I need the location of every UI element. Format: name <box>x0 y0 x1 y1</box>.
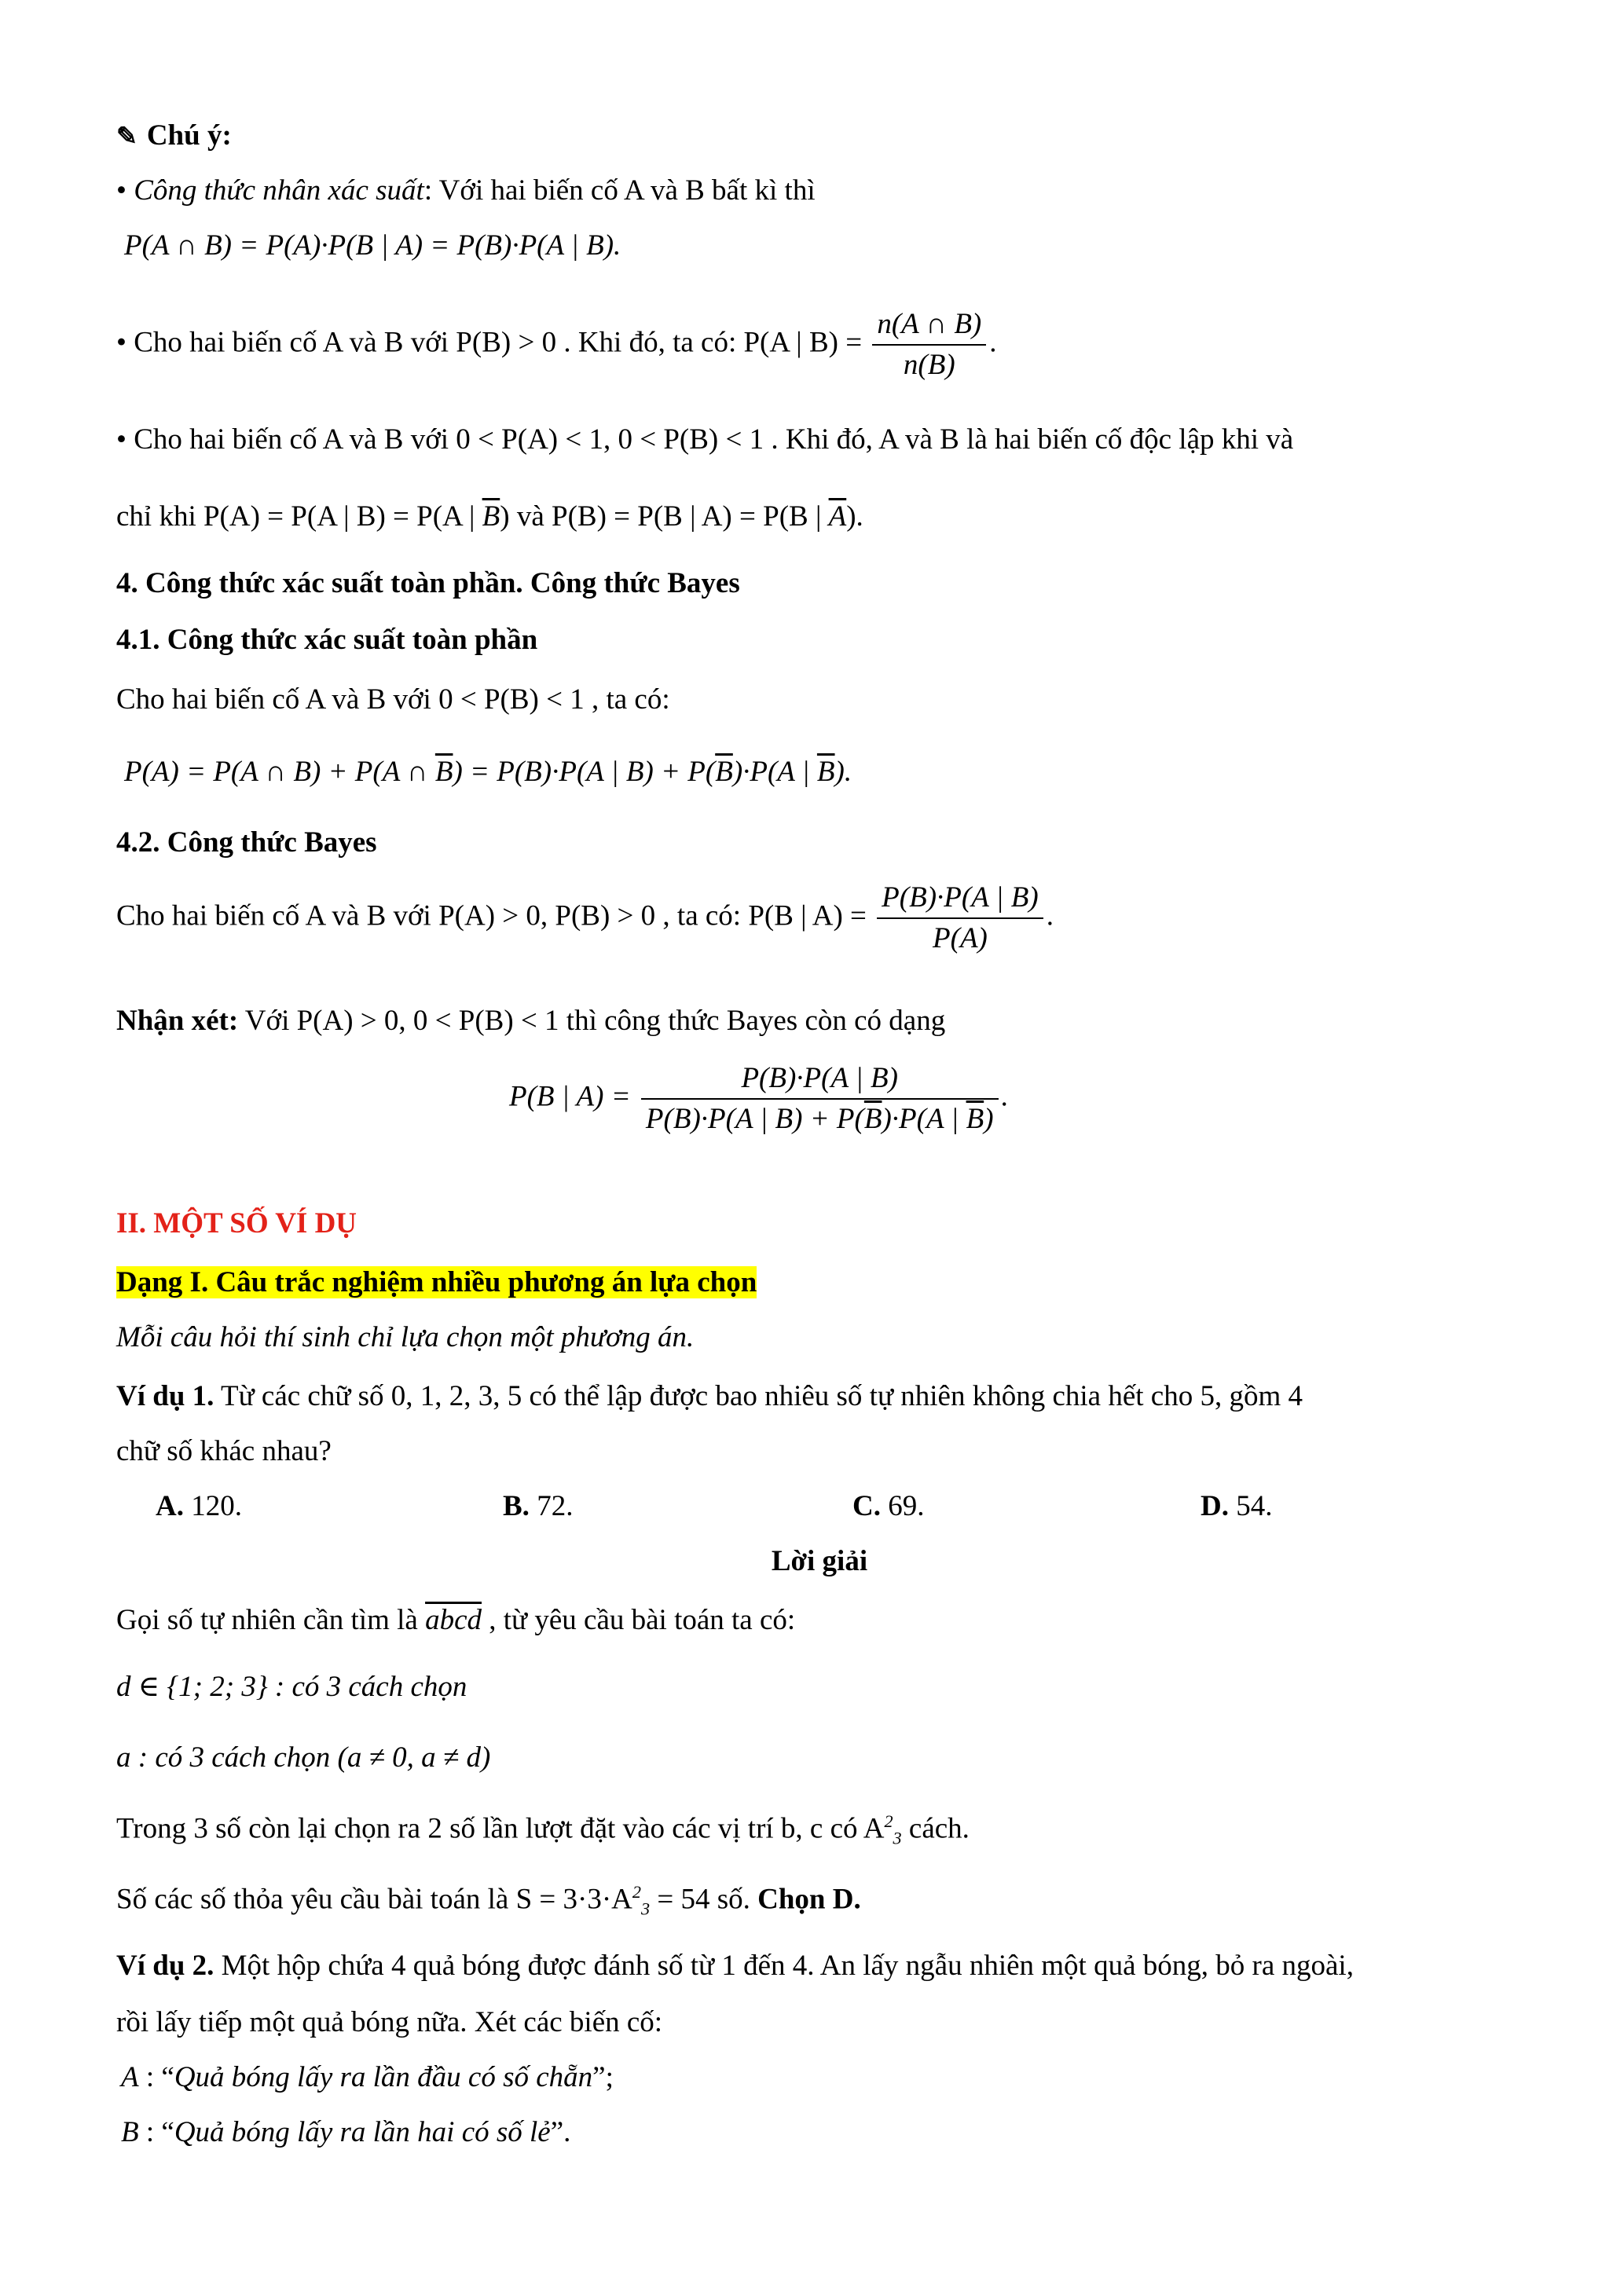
total-probability-formula: P(A) = P(A ∩ B) + P(A ∩ $\overline{B}) = P(B)\cdot P(A$ | $B) + P(\overline{B})\cdot P(A$ | $\overline{B}$). <box>124 756 852 788</box>
solution-line-2: d ∈ {1; 2; 3} : có 3 cách chọn <box>116 1671 467 1703</box>
bayes-extended-fraction: $\frac{P(B)\cdot P(A | B)}{P(B)\cdot P(A | B) + P(\overline{B})\cdot P(A | \overline{B})}$ <box>641 1060 999 1138</box>
pen-icon: ✎ <box>116 122 137 150</box>
example-2-line2: rồi lấy tiếp một quả bóng nữa. Xét các biến cố: <box>116 2006 663 2038</box>
option-b: B. 72. <box>503 1490 574 1522</box>
example-1-line1: Ví dụ 1. Từ các chữ số 0, 1, 2, 3, 5 có thể lập được bao nhiêu số tự nhiên không chia hết cho 5, gồm 4 <box>116 1380 1303 1412</box>
solution-title: Lời giải <box>771 1545 868 1577</box>
note-item-2: • Cho hai biến cố A và B với P(B) > 0 . Khi đó, ta có: P(A | B) = $\frac{n(A \cap B)}{n(B)}$ . <box>116 306 997 384</box>
option-a: A. 120. <box>156 1490 242 1522</box>
section-4-1-title: 4.1. Công thức xác suất toàn phần <box>116 624 538 656</box>
type-i-description: Mỗi câu hỏi thí sinh chỉ lựa chọn một phương án. <box>116 1321 695 1353</box>
note-item-3-line2: chỉ khi P(A) = P(A | B) = P(A | $\overline{B}$) và P(B) = P(B | A) = P(B | $\overline{A}$). <box>116 500 863 533</box>
section-4-2-title: 4.2. Công thức Bayes <box>116 826 377 859</box>
bayes-extended-formula: P(B | A) = $\frac{P(B)\cdot P(A | B)}{P(B)\cdot P(A | B) + P(\overline{B})\cdot P(A | \overline{B})}$ . <box>509 1060 1009 1138</box>
note-title: ✎ Chú ý: <box>116 119 232 152</box>
example-2-line1: Ví dụ 2. Một hộp chứa 4 quả bóng được đánh số từ 1 đến 4. An lấy ngẫu nhiên một quả bóng, bỏ ra ngoài, <box>116 1950 1354 1982</box>
type-i-heading: Dạng I. Câu trắc nghiệm nhiều phương án lựa chọn <box>116 1266 757 1298</box>
note-formula-1: P(A ∩ B) = P(A)·P(B | A) = P(B)·P(A | B). <box>124 229 621 262</box>
conditional-fraction: $\frac{n(A \cap B)}{n(B)}$ <box>872 306 986 384</box>
option-d: D. 54. <box>1201 1490 1273 1522</box>
section-4-title: 4. Công thức xác suất toàn phần. Công thức Bayes <box>116 567 740 599</box>
option-c: C. 69. <box>852 1490 925 1522</box>
note-item-1: • Công thức nhân xác suất: Với hai biến cố A và B bất kì thì <box>116 174 816 207</box>
solution-line-4: Trong 3 số còn lại chọn ra 2 số lần lượt đặt vào các vị trí b, c có $A^2_3$ cách. <box>116 1811 970 1848</box>
section-4-1-text: Cho hai biến cố A và B với 0 < P(B) < 1 , ta có: <box>116 683 670 716</box>
example-1-line2: chữ số khác nhau? <box>116 1435 332 1467</box>
event-a: A : “Quả bóng lấy ra lần đầu có số chẵn”; <box>121 2061 614 2093</box>
section-ii-title: II. MỘT SỐ VÍ DỤ <box>116 1207 357 1240</box>
solution-line-1: Gọi số tự nhiên cần tìm là abcd , từ yêu cầu bài toán ta có: <box>116 1604 796 1636</box>
event-b: B : “Quả bóng lấy ra lần hai có số lẻ”. <box>121 2116 571 2148</box>
solution-line-5: Số các số thỏa yêu cầu bài toán là $S = 3\cdot 3\cdot A^2_3 = 54$ số. Chọn D. <box>116 1882 861 1919</box>
solution-line-3: a : có 3 cách chọn (a ≠ 0, a ≠ d) <box>116 1741 491 1774</box>
remark-line: Nhận xét: Với P(A) > 0, 0 < P(B) < 1 thì công thức Bayes còn có dạng <box>116 1005 946 1037</box>
bayes-formula-line: Cho hai biến cố A và B với P(A) > 0, P(B) > 0 , ta có: P(B | A) = $\frac{P(B)\cdot P(A | B)}{P(A)}$ . <box>116 880 1054 958</box>
note-item-3-line1: • Cho hai biến cố A và B với 0 < P(A) < 1, 0 < P(B) < 1 . Khi đó, A và B là hai biến cố độc lập khi và <box>116 423 1294 456</box>
bayes-fraction: $\frac{P(B)\cdot P(A | B)}{P(A)}$ <box>877 880 1043 958</box>
